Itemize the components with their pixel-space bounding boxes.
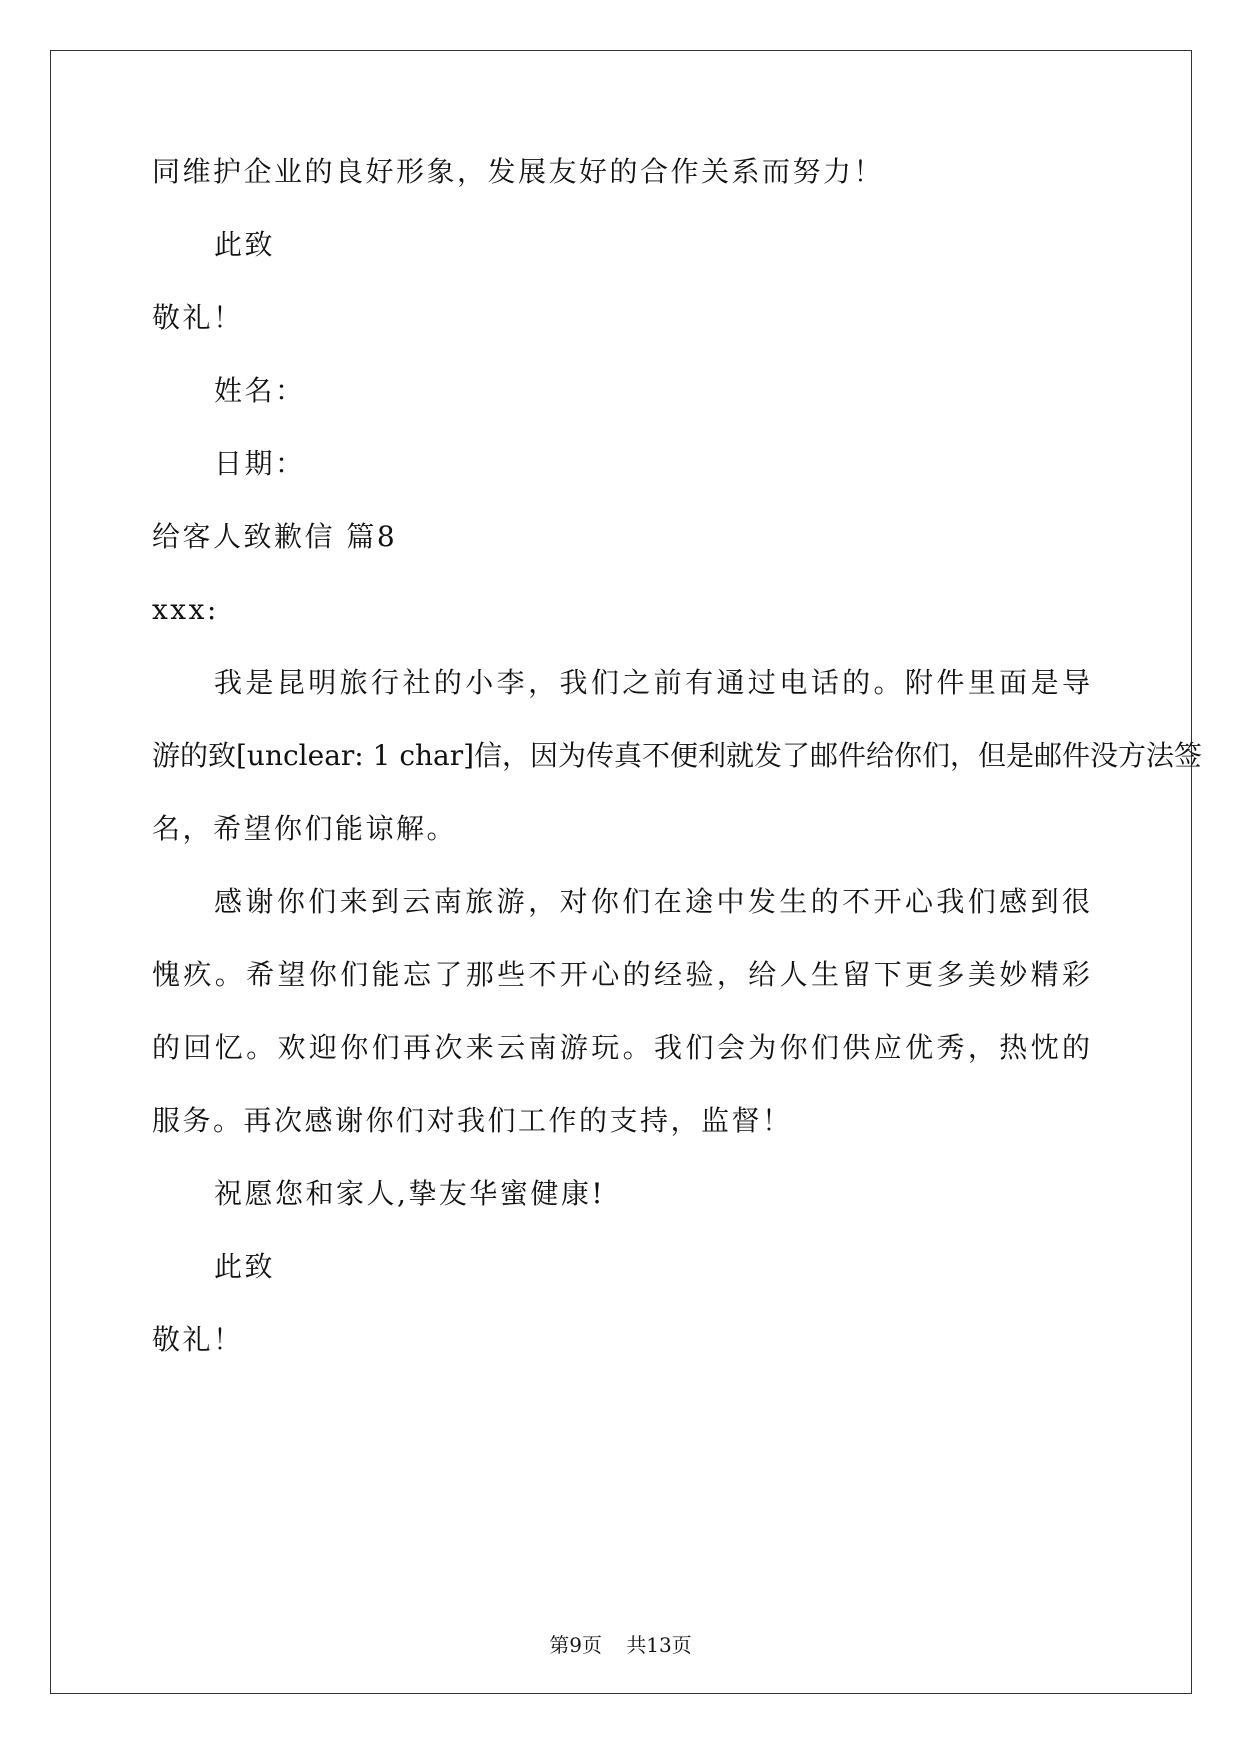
page-border: [50, 50, 1203, 1694]
paragraph-line: 服务。再次感谢你们对我们工作的支持，监督！: [152, 1104, 793, 1137]
wishes-line: 祝愿您和家人,挚友华蜜健康!: [214, 1177, 606, 1210]
paragraph-line: 愧疚。希望你们能忘了那些不开心的经验，给人生留下更多美妙精彩: [152, 958, 1090, 991]
closing-regards: 敬礼！: [152, 301, 244, 334]
signature-date-label: 日期：: [214, 447, 306, 480]
paragraph-line: 的回忆。欢迎你们再次来云南游玩。我们会为你们供应优秀，热忱的: [152, 1031, 1090, 1064]
text-line: 同维护企业的良好形象，发展友好的合作关系而努力！: [152, 155, 885, 188]
letter-recipient: xxx:: [152, 593, 219, 626]
page-total: 共13页: [626, 1633, 692, 1657]
page-footer: [0, 1632, 1241, 1658]
signature-name-label: 姓名：: [214, 374, 306, 407]
paragraph-line: 感谢你们来到云南旅游，对你们在途中发生的不开心我们感到很: [214, 885, 1090, 918]
closing-salutation: 此致: [214, 1250, 276, 1283]
paragraph-line: 我是昆明旅行社的小李，我们之前有通过电话的。附件里面是导: [214, 666, 1090, 699]
paragraph-line: 游的致[unclear: 1 char]信，因为传真不便利就发了邮件给你们，但是邮件没方法签: [152, 739, 1203, 772]
paragraph-line: 名，希望你们能谅解。: [152, 812, 458, 845]
page-number: 第9页: [549, 1633, 602, 1657]
closing-salutation: 此致: [214, 228, 276, 261]
closing-regards: 敬礼！: [152, 1323, 244, 1356]
section-heading: 给客人致歉信 篇8: [152, 520, 398, 553]
